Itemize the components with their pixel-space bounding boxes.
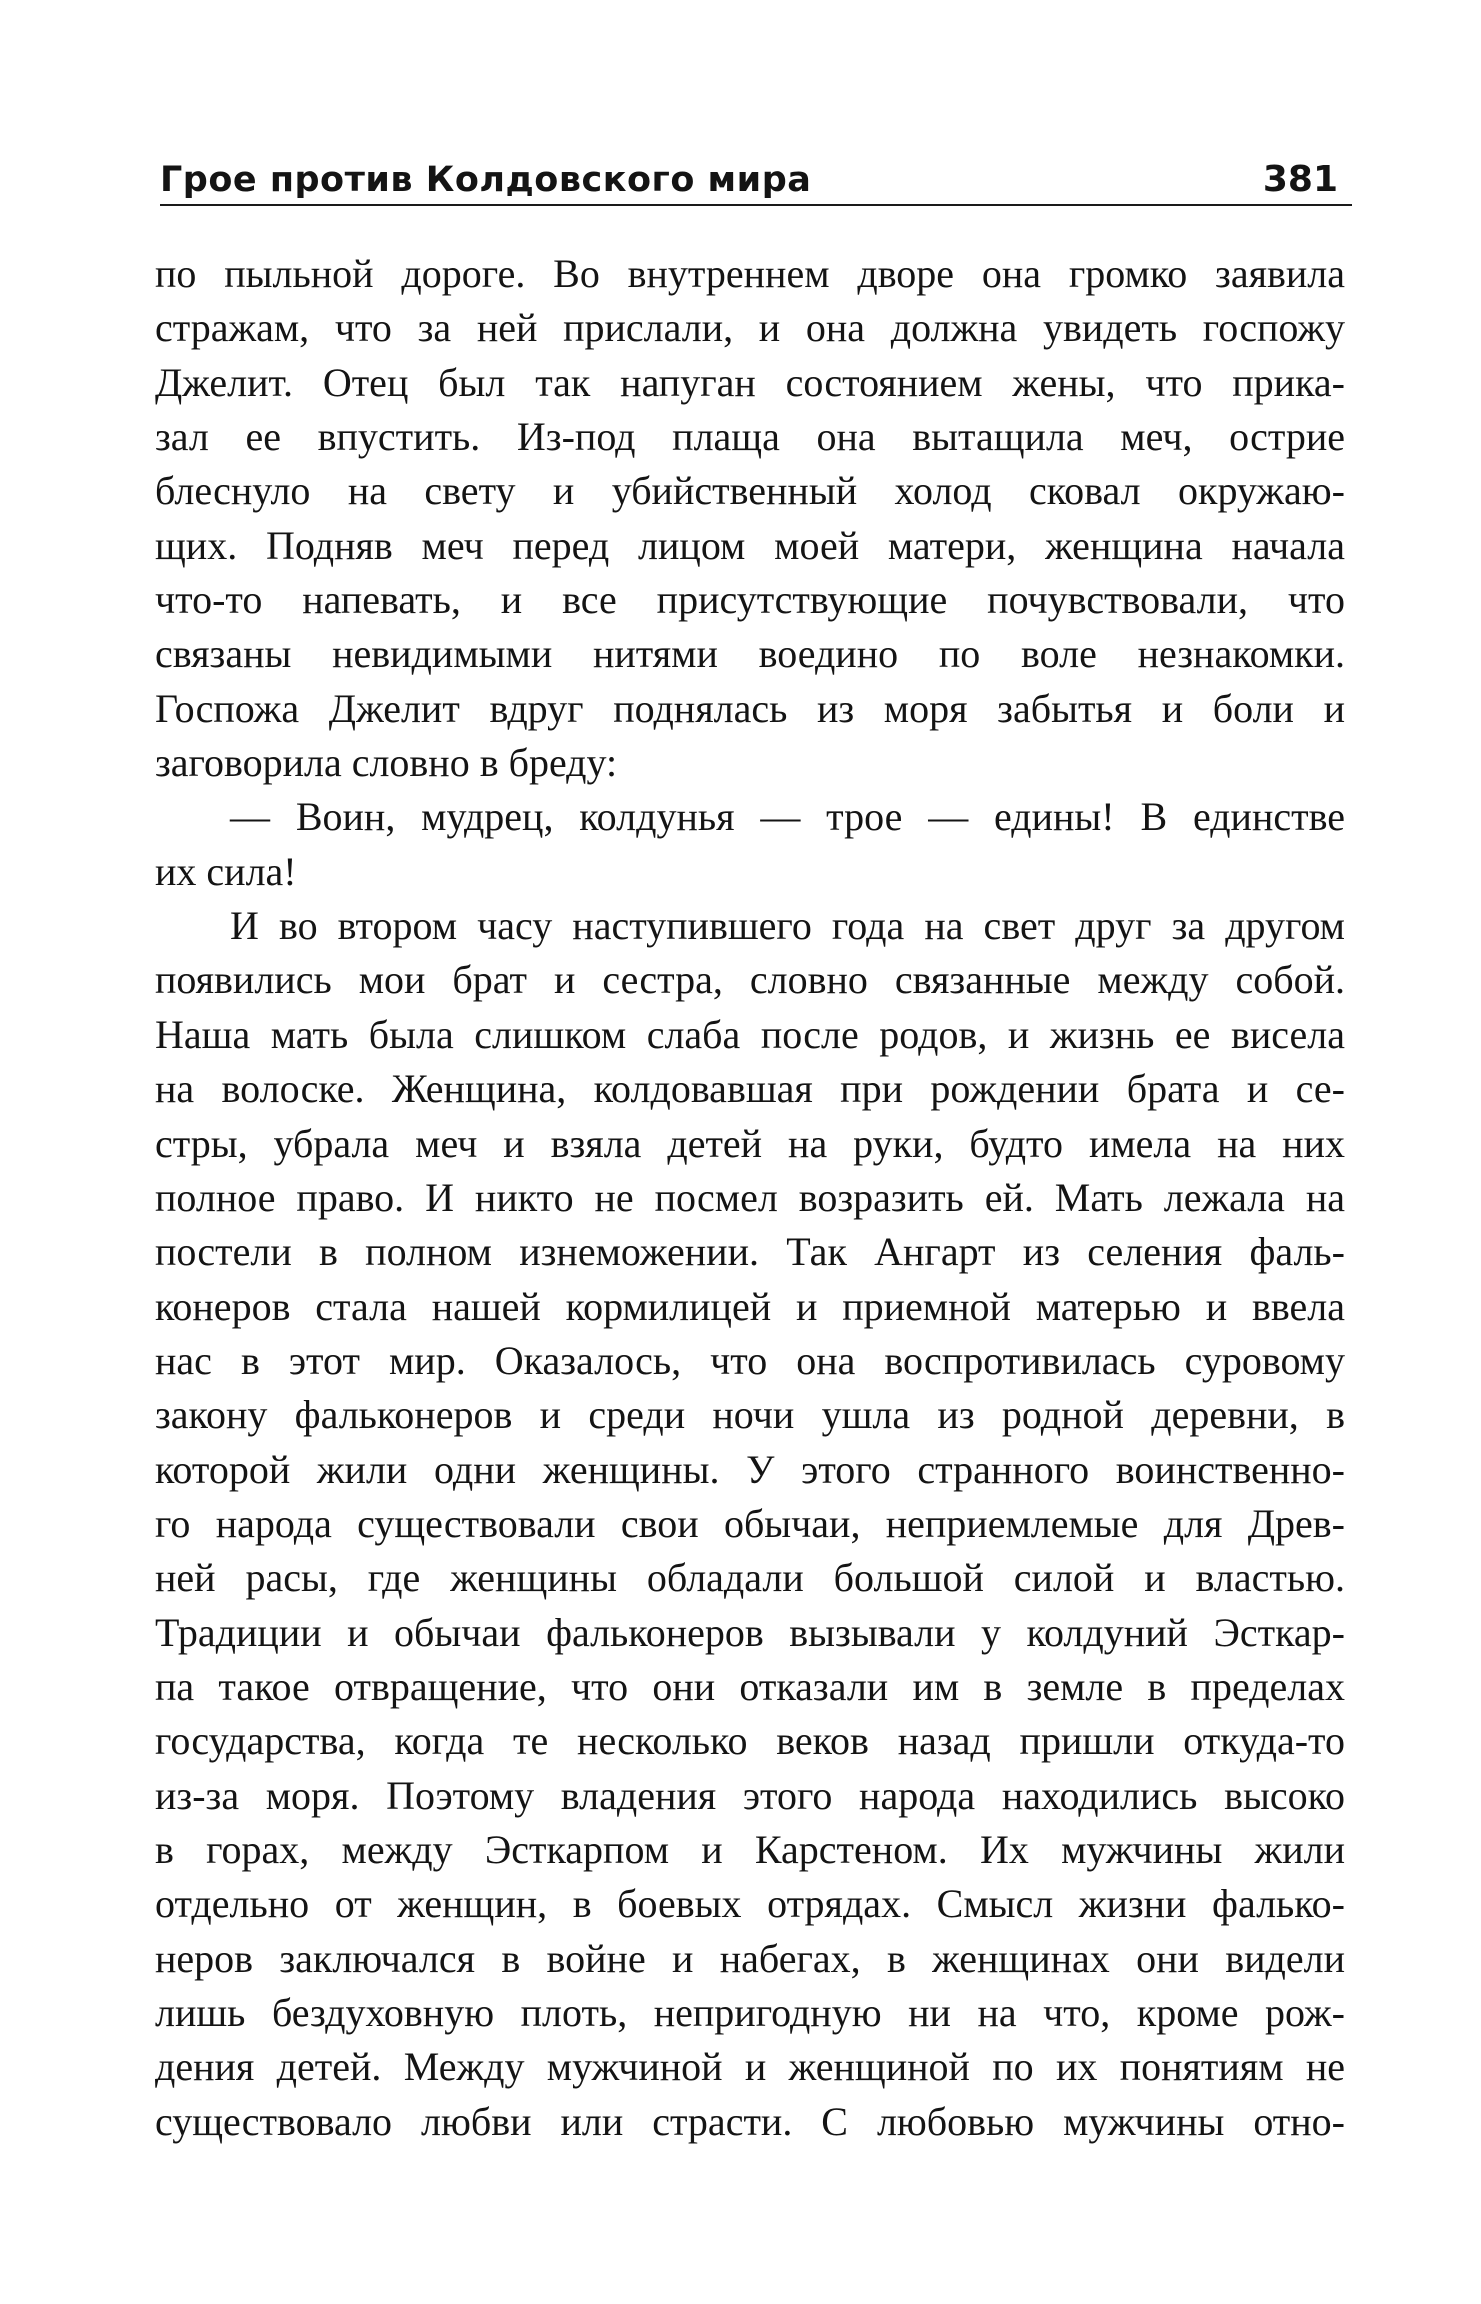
text-line: которой жили одни женщины. У этого странного воинственно- <box>155 1446 1345 1492</box>
body-text <box>155 247 1345 2149</box>
text-line: дения детей. Между мужчиной и женщиной по их понятиям не <box>155 2044 1345 2090</box>
text-line: что-то напевать, и все присутствующие почувствовали, что <box>155 577 1345 623</box>
text-line: полное право. И никто не посмел возразить ей. Мать лежала на <box>155 1174 1345 1220</box>
text-line: Наша мать была слишком слаба после родов, и жизнь ее висела <box>155 1011 1345 1057</box>
running-title: Грое против Колдовского мира <box>160 160 812 200</box>
text-line: па такое отвращение, что они отказали им в земле в пределах <box>155 1663 1345 1709</box>
text-line: заговорила словно в бреду: <box>155 740 618 786</box>
running-header <box>160 148 1352 206</box>
text-line: Джелит. Отец был так напуган состоянием жены, что прика- <box>155 359 1345 405</box>
text-line: лишь бездуховную плоть, непригодную ни на что, кроме рож- <box>155 1990 1345 2035</box>
text-line: закону фальконеров и среди ночи ушла из родной деревни, в <box>155 1392 1345 1438</box>
text-line: Традиции и обычаи фальконеров вызывали у колдуний Эсткар- <box>155 1609 1345 1655</box>
text-line: государства, когда те несколько веков назад пришли откуда-то <box>155 1718 1345 1764</box>
text-line: — Воин, мудрец, колдунья — трое — едины! В единстве <box>230 794 1345 840</box>
text-line: Госпожа Джелит вдруг поднялась из моря забытья и боли и <box>155 685 1345 731</box>
text-line: существовало любви или страсти. С любовью мужчины отно- <box>155 2098 1345 2144</box>
text-line: по пыльной дороге. Во внутреннем дворе она громко заявила <box>155 251 1345 296</box>
text-line: отдельно от женщин, в боевых отрядах. Смысл жизни фалько- <box>155 1881 1345 1927</box>
text-line: появились мои брат и сестра, словно связанные между собой. <box>155 957 1345 1003</box>
text-line: стры, убрала меч и взяла детей на руки, будто имела на них <box>155 1120 1345 1166</box>
text-line: их сила! <box>155 848 297 894</box>
text-line: зал ее впустить. Из-под плаща она вытащила меч, острие <box>155 414 1345 460</box>
text-line: го народа существовали свои обычаи, неприемлемые для Древ- <box>155 1500 1345 1546</box>
text-line: нас в этот мир. Оказалось, что она воспротивилась суровому <box>155 1337 1345 1383</box>
text-line: конеров стала нашей кормилицей и приемной матерью и ввела <box>155 1283 1345 1329</box>
text-line: щих. Подняв меч перед лицом моей матери, женщина начала <box>155 522 1345 568</box>
text-line: постели в полном изнеможении. Так Ангарт из селения фаль- <box>155 1229 1345 1275</box>
text-line: на волоске. Женщина, колдовавшая при рождении брата и се- <box>155 1066 1345 1112</box>
text-line: И во втором часу наступившего года на свет друг за другом <box>230 903 1345 949</box>
text-line: неров заключался в войне и набегах, в женщинах они видели <box>155 1935 1345 1981</box>
text-line: блеснуло на свету и убийственный холод сковал окружаю- <box>155 468 1345 514</box>
text-line: связаны невидимыми нитями воедино по воле незнакомки. <box>155 631 1345 677</box>
text-line: стражам, что за ней прислали, и она должна увидеть госпожу <box>155 305 1345 351</box>
text-line: в горах, между Эсткарпом и Карстеном. Их мужчины жили <box>155 1826 1345 1872</box>
page-number: 381 <box>1262 159 1338 200</box>
text-line: ней расы, где женщины обладали большой силой и властью. <box>155 1555 1345 1601</box>
text-line: из-за моря. Поэтому владения этого народа находились высоко <box>155 1772 1345 1818</box>
